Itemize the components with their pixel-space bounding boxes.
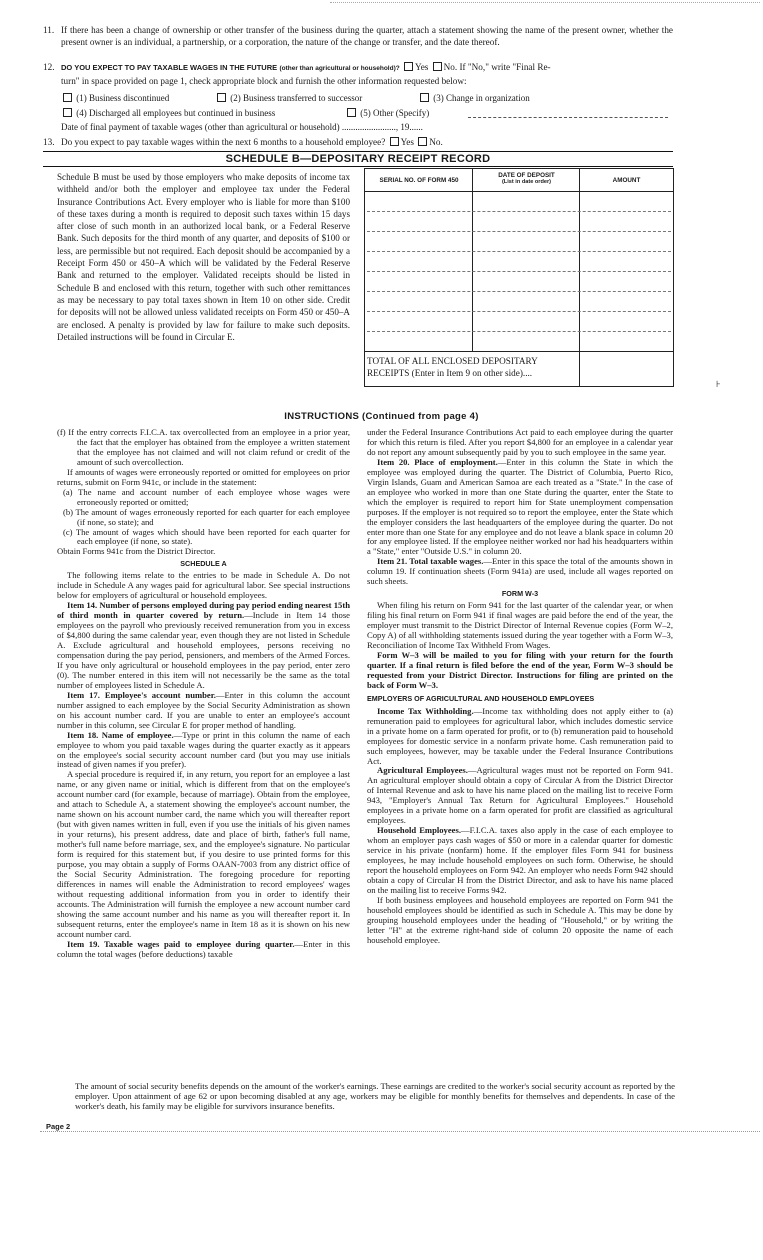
- option-2-label: (2) Business transferred to successor: [230, 93, 363, 103]
- question-12-rest2: turn" in space provided on page 1, check appropriate block and furnish the other information requested below:: [61, 76, 467, 86]
- col-date-title: DATE OF DEPOSIT: [498, 172, 555, 179]
- item-20: [367, 458, 673, 558]
- question-12-yes-label: Yes: [415, 62, 429, 72]
- item-19: [57, 940, 350, 960]
- instructions-right-column: [367, 428, 673, 946]
- he-heading: Household Employees.: [377, 825, 461, 836]
- both-employees: If both business employees and household employees are reported on Form 941 the household employees should be identified as such in Schedule A. This may be done by grouping household employees under the heading of "Household," or by writing the letter "H" at the extreme right-hand side of column 20 opposite the name of each household employee.: [367, 894, 673, 945]
- agricultural-employees: [367, 766, 673, 826]
- item-19-text: —Enter in this column the total wages (before deductions) taxable: [57, 938, 350, 959]
- other-specify-field[interactable]: [468, 117, 668, 118]
- item-18-text: —Type or print in this column the name of each employee to whom you paid taxable wages during the quarter exactly as it appears on the employee's social security account number card (but you may use initials instead of given names if you prefer).: [57, 729, 350, 770]
- final-wages-date-line: Date of final payment of taxable wages (other than agricultural or household) ........................, 19......: [61, 122, 423, 132]
- schedule-a-intro: The following items relate to the entries to be made in Schedule A. Do not include in Schedule A any wages paid for agricultural labor. See special instructions below for employers of agricultural or household employees.: [57, 570, 350, 601]
- option-1-label: (1) Business discontinued: [76, 93, 170, 103]
- option-5[interactable]: [345, 108, 429, 118]
- item-20-text: —Enter in this column the State in which the employee was employed during the quarter. The District of Columbia, Puerto Rico, Virgin Islands, Guam and American Samoa are each treated as a "State." In the case of an employee who worked in more than one State during the quarter, enter the State to which the employer is required to report him for State unemployment compensation purposes. If the employer is not required so to report the employee, enter the State which the employer considers the last headquarters of the employee during the quarter. Do not enter more than one State for any employee and do not leave a blank space in column 20 for any employee listed. If the employee neither worked nor had his headquarters within a "State," enter "Outside U.S." in column 20.: [367, 456, 674, 557]
- margin-mark: ⊦: [716, 379, 721, 389]
- agricultural-household-heading: EMPLOYERS OF AGRICULTURAL AND HOUSEHOLD EMPLOYEES: [367, 693, 595, 703]
- col-amount-header: AMOUNT: [612, 177, 641, 184]
- schedule-b-rule-top: [43, 151, 673, 152]
- table-row[interactable]: [367, 231, 671, 232]
- item-17-text: —Enter in this column the account number assigned to each employee by the Social Security Administration as shown on his account number card. If you are unable to enter an employee's account number in this column, see Circular E for proper method of handling.: [57, 689, 351, 730]
- instructions-title: INSTRUCTIONS (Continued from page 4): [284, 411, 479, 422]
- question-12-lead: DO YOU EXPECT TO PAY TAXABLE WAGES IN THE FUTURE: [61, 63, 278, 72]
- obtain-941c: Obtain Forms 941c from the District Director.: [57, 546, 216, 557]
- item-21: [367, 557, 673, 587]
- question-12-rest1: If "No," write "Final Re-: [459, 62, 551, 72]
- table-row[interactable]: [367, 251, 671, 252]
- item-20-heading: Item 20. Place of employment.: [377, 456, 498, 467]
- option-3-label: (3) Change in organization: [433, 93, 530, 103]
- prior-returns-paragraph: If amounts of wages were erroneously reported or omitted for employees on prior returns, submit on Form 941c, or include in the statement:: [57, 466, 350, 487]
- option-1-checkbox[interactable]: [63, 93, 72, 102]
- question-13-no-checkbox[interactable]: [418, 137, 427, 146]
- item-19-continued: under the Federal Insurance Contributions Act paid to each employee during the quarter for which this return is filed. After you report $4,800 for an employee in a calendar year do not report any amount subsequently paid by you to such employee in the same year.: [367, 427, 673, 457]
- col-serial-header: SERIAL NO. OF FORM 450: [379, 177, 459, 184]
- col-date-header: [473, 172, 580, 186]
- question-11-number: 11.: [43, 25, 55, 35]
- depositary-receipt-table: [364, 168, 674, 387]
- total-label: [367, 355, 579, 379]
- question-12-yes-checkbox[interactable]: [404, 62, 413, 71]
- question-11-text: If there has been a change of ownership or other transfer of the business during the quarter, attach a statement showing the name of the present owner, whether the present owner is an individual, a partnership, or a corporation, the nature of the change or transfer, and the date thereof.: [61, 25, 673, 47]
- item-17: [57, 691, 350, 731]
- item-c: (c) The amount of wages which should have been reported for each quarter for each employee (if none, so state).: [63, 526, 350, 547]
- household-employees: [367, 826, 673, 896]
- top-scan-marks: [330, 2, 760, 3]
- item-17-heading: Item 17. Employee's account number.: [67, 689, 216, 700]
- ae-heading: Agricultural Employees.: [377, 765, 468, 776]
- form-w3-paragraph-1: When filing his return on Form 941 for the last quarter of the calendar year, or when filing his final return on Form 941 if final wages are paid before the end of the year, the employer must transmit to the District Director of Internal Revenue copies (Form W–2, Copy A) of all withholding statements issued during the year together with a Form W–3, Reconciliation of Income Tax Withheld From Wages.: [367, 600, 673, 651]
- item-19-heading: Item 19. Taxable wages paid to employee during quarter.: [67, 938, 295, 949]
- schedule-a-heading: SCHEDULE A: [180, 559, 227, 569]
- table-row[interactable]: [367, 331, 671, 332]
- question-12-paren: (other than agricultural or household)?: [279, 65, 400, 72]
- option-4-checkbox[interactable]: [63, 108, 72, 117]
- item-21-text: —Enter in this space the total of the amounts shown in column 19. If continuation sheets (Form 941a) are used, include all wages reported on such sheets.: [367, 556, 673, 587]
- table-row[interactable]: [367, 211, 671, 212]
- table-header: [365, 169, 673, 192]
- table-divider-1: [472, 169, 473, 351]
- form-w3-paragraph-2: Form W–3 will be mailed to you for filing with your return for the fourth quarter. If a final return is filed before the end of the year, Form W–3 should be requested from your District Director. Instructions for filing are printed on the back of Form W–3.: [367, 649, 673, 690]
- total-label-line2: RECEIPTS (Enter in Item 9 on other side)....: [367, 368, 533, 378]
- option-5-checkbox[interactable]: [347, 108, 356, 117]
- schedule-b-rule-bottom: [43, 166, 673, 167]
- question-13: [43, 136, 673, 148]
- table-row[interactable]: [367, 291, 671, 292]
- question-12: [43, 61, 673, 85]
- ae-text: —Agricultural wages must not be reported on Form 941. An agricultural employer should obtain a copy of Circular A from the District Director of Internal Revenue and ask to have his name placed on the mailing list to receive Form 943, "Employer's Annual Tax Return for Agricultural Employees." Household employees in a private home on a farm operated for profit are classified as agricultural employees.: [367, 765, 674, 826]
- question-11: [43, 24, 673, 60]
- instructions-left-column: [57, 428, 350, 960]
- he-text: —F.I.C.A. taxes also apply in the case of each employee to whom an employer pays cash wages of $50 or more in a calendar quarter for domestic service in his private (nonfarm) home. If the employer files Form 941 for business employees, he may include household employees on such form. Otherwise, he should report the household employees on Form 942. An employer who needs Form 942 should obtain a copy of Circular H from the District Director, and ask to have his name placed on the mailing list to receive Forms 942.: [367, 825, 673, 895]
- option-4[interactable]: [61, 108, 275, 118]
- table-row[interactable]: [367, 271, 671, 272]
- special-procedure: A special procedure is required if, in any return, you report for an employee a last name, or any given name or initial, which is different from that on the employee's account number card (for example, because of marriage). Obtain from the employee, and attach to Schedule A, a statement showing the employee's account number, the name shown on his account number card, the name which you will thereafter report (but with given names written in full, even if you use the initials of his given names in your returns), his present address, date and place of birth, father's full name, mother's full name before marriage, sex, and the employee's signature. No particular form is required for this statement but, if you desire to use printed forms for this purpose, you may obtain a supply of Forms OAAN-7003 from any district office of the Social Security Administration. The foregoing procedure for reporting differences in names will enable the Administration to record employees' wages without requesting additional information from you in order to identify their accounts. The Administration will furnish the employee a new account number card showing the same account number and his name as you will thereafter report it. In subsequent returns, enter the employee's name in Item 18 as it is shown on his new account number card.: [57, 769, 350, 939]
- item-14: [57, 601, 350, 691]
- income-tax-withholding: [367, 707, 673, 767]
- option-3[interactable]: [418, 93, 530, 103]
- item-18: [57, 731, 350, 771]
- itw-text: —Income tax withholding does not apply either to (a) remuneration paid to employees for agricultural labor, which includes domestic service in a private home on a farm operated for profit, or to (b) remuneration paid to household employees for domestic service in a nonfarm private home. Cash remuneration paid to such employees, however, may be taxable under the Federal Insurance Contributions Act.: [367, 705, 673, 766]
- option-1[interactable]: [61, 93, 169, 103]
- bottom-rule: [40, 1131, 760, 1132]
- item-14-heading: Item 14. Number of persons employed during pay period ending nearest 15th of third month in quarter covered by return.: [57, 600, 350, 621]
- question-13-no-label: No.: [429, 137, 443, 147]
- question-12-number: 12.: [43, 62, 55, 72]
- item-f: (f) If the entry corrects F.I.C.A. tax overcollected from an employee in a prior year, the fact that the employer has obtained from the employee a written statement that the employee has not claimed and will not claim refund or credit of the amount of such overcollection.: [57, 427, 350, 467]
- item-b: (b) The amount of wages erroneously reported for each quarter for each employee (if none, so state); and: [63, 506, 350, 527]
- option-4-label: (4) Discharged all employees but continued in business: [76, 108, 276, 118]
- total-label-line1: TOTAL OF ALL ENCLOSED DEPOSITARY: [367, 356, 538, 366]
- item-18-heading: Item 18. Name of employee.: [67, 729, 174, 740]
- question-13-yes-label: Yes: [400, 137, 414, 147]
- option-5-label: (5) Other (Specify): [360, 108, 430, 118]
- question-12-no-checkbox[interactable]: [433, 62, 442, 71]
- table-row[interactable]: [367, 311, 671, 312]
- item-14-text: —Include in Item 14 those employees on the payroll who previously received remuneration from you in excess of $4,800 during the same calendar year, even though they are not listed in Schedule A. Exclude agricultural and household employees, persons receiving no compensation during the pay period, pensioners, and members of the Armed Forces. If you have only agricultural or household employees in the pay period, enter zero (0). The number entered in this item will not necessarily be the same as the total number of employees listed in Schedule A.: [57, 610, 350, 690]
- option-2[interactable]: [215, 93, 362, 103]
- question-13-number: 13.: [43, 137, 55, 147]
- option-2-checkbox[interactable]: [217, 93, 226, 102]
- item-a: (a) The name and account number of each employee whose wages were erroneously reported or omitted;: [63, 486, 350, 507]
- form-w3-heading: FORM W-3: [501, 589, 539, 599]
- total-amount-field[interactable]: [580, 352, 673, 385]
- page-number: Page 2: [46, 1122, 71, 1131]
- question-12-no-label: No.: [443, 62, 458, 72]
- option-3-checkbox[interactable]: [420, 93, 429, 102]
- schedule-b-text: Schedule B must be used by those employers who make deposits of income tax withheld and/or both the employer and employee tax under the Federal Insurance Contributions Act. Every employer who is liable for more than $100 of these taxes during a month is required to deposit such taxes within 15 days after close of such month in an authorized local bank, or a Federal Reserve Bank. Such deposits for the third month of any quarter, and deposits of $100 or less, are permissible but not required. Each deposit should be accompanied by a Receipt Form 450 or 450–A which will be validated by the Federal Reserve Bank and returned to the employer. Validated receipts should be listed in Schedule B and enclosed with this return, together with such other remittances as may be necessary to pay total taxes shown in Item 10 on other side. Credit for deposits will not be allowed unless validated receipts on Form 450 or 450–A are enclosed. A penalty is provided by law for failure to make such deposits. Detailed instructions will be found in Circular E.: [57, 172, 350, 342]
- item-21-heading: Item 21. Total taxable wages.: [377, 556, 484, 567]
- footer-note: The amount of social security benefits depends on the amount of the worker's earnings. These earnings are credited to the worker's social security account as reported by the employer. Upon attainment of age 62 or upon becoming disabled at any age, workers may be eligible for monthly benefits for themselves and dependents. In case of the worker's death, his family may be eligible for survivors insurance benefits.: [75, 1081, 675, 1111]
- question-13-text: Do you expect to pay taxable wages within the next 6 months to a household employee?: [61, 137, 386, 147]
- question-13-yes-checkbox[interactable]: [390, 137, 399, 146]
- col-date-subtitle: (List in date order): [501, 179, 552, 185]
- itw-heading: Income Tax Withholding.: [377, 705, 474, 716]
- schedule-b-title: SCHEDULE B—DEPOSITARY RECEIPT RECORD: [225, 153, 491, 165]
